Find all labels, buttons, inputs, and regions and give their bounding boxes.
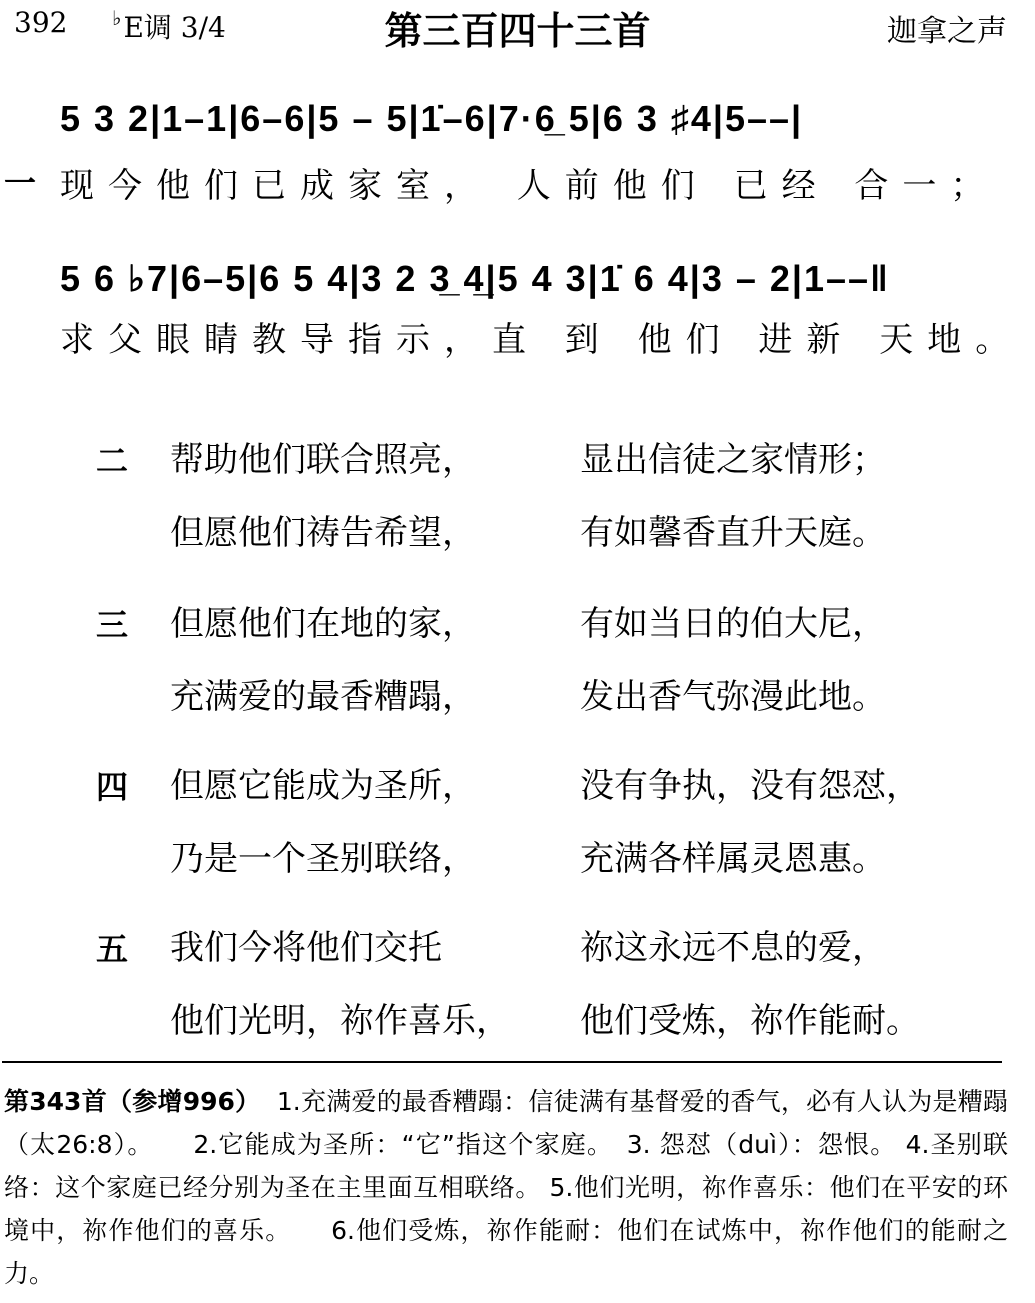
verse-line: 祢这永远不息的爱， bbox=[580, 928, 886, 968]
page-number: 392 bbox=[14, 6, 68, 39]
verse-line: 有如当日的伯大尼， bbox=[580, 604, 886, 644]
hymn-source: 迦拿之声 bbox=[887, 14, 1007, 49]
verse-line: 他们受炼，祢作能耐。 bbox=[580, 1001, 920, 1041]
verse-number: 五 bbox=[96, 930, 129, 968]
verse-marker-1: 一 bbox=[4, 164, 37, 202]
lyrics-line-2: 求父眼睛教导指示，直 到 他们 进新 天地。 bbox=[60, 320, 1024, 360]
flat-symbol: ♭ bbox=[112, 6, 122, 30]
verse-number: 三 bbox=[96, 606, 129, 644]
footnotes bbox=[4, 1080, 1008, 1295]
notation-line-2: 5 6 ♭7|6–5|6 5 4|3 2 3̲ 4̲|5 4 3|1̇ 6 4|3 – 2|1––‖ bbox=[60, 258, 890, 299]
footnotes-text: 1.充满爱的最香糟蹋：信徒满有基督爱的香气，必有人认为是糟蹋（太26:8）。 2.它能成为圣所：“它”指这个家庭。 3. 怨怼（duì）：怨恨。 4.圣别联络：这个家庭已经分别为圣在主里面互相联络。 5.他们光明，祢作喜乐：他们在平安的环境中，祢作他们的喜乐。 6.他们受炼，祢作能耐：他们在试炼中，祢作他们的能耐之力。 bbox=[4, 1087, 1008, 1288]
verse-line: 发出香气弥漫此地。 bbox=[580, 677, 886, 717]
verse-line: 充满爱的最香糟蹋， bbox=[170, 677, 476, 717]
verse-line: 显出信徒之家情形； bbox=[580, 440, 886, 480]
verse-line: 没有争执，没有怨怼， bbox=[580, 766, 920, 806]
verse-number: 二 bbox=[96, 442, 129, 480]
notation-line-1: 5 3 2|1–1|6–6|5 – 5|1̇–6|7·6̲ 5|6 3 ♯4|5––| bbox=[60, 98, 804, 139]
divider-rule bbox=[2, 1061, 1002, 1063]
verse-number: 四 bbox=[96, 768, 129, 806]
verse-line: 但愿它能成为圣所， bbox=[170, 766, 476, 806]
verse-line: 他们光明，祢作喜乐， bbox=[170, 1001, 510, 1041]
footnotes-heading: 第343首（参增996） bbox=[4, 1087, 261, 1116]
verse-line: 乃是一个圣别联络， bbox=[170, 839, 476, 879]
verse-line: 帮助他们联合照亮， bbox=[170, 440, 476, 480]
verse-line: 但愿他们在地的家， bbox=[170, 604, 476, 644]
verse-line: 有如馨香直升天庭。 bbox=[580, 513, 886, 553]
lyrics-line-1: 现今他们已成家室， 人前他们 已经 合一； bbox=[60, 166, 999, 206]
verse-line: 但愿他们祷告希望， bbox=[170, 513, 476, 553]
verse-line: 我们今将他们交托 bbox=[170, 928, 442, 968]
hymn-title: 第三百四十三首 bbox=[384, 9, 651, 53]
verse-line: 充满各样属灵恩惠。 bbox=[580, 839, 886, 879]
key-signature-text: E调 3/4 bbox=[123, 11, 226, 44]
